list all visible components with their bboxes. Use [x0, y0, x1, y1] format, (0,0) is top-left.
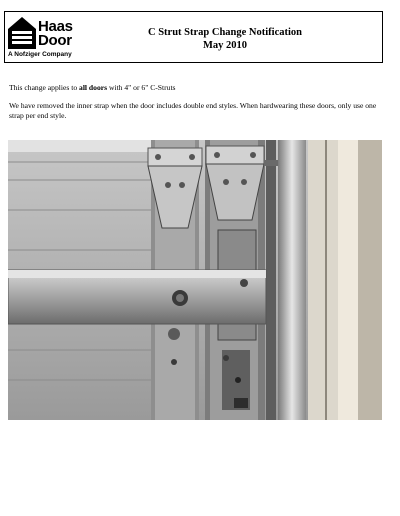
header-box	[4, 11, 383, 63]
vertical-track	[278, 140, 306, 420]
strut-hardware-photo	[8, 140, 382, 420]
title-line2: May 2010	[202, 40, 248, 51]
notice-title	[115, 26, 335, 52]
company-logo	[8, 15, 90, 61]
logo-brand	[8, 20, 90, 48]
change-description-paragraph: We have removed the inner strap when the door includes double end styles. When hardwearing these doors, only use one strap per end style.	[9, 101, 377, 120]
p1-post: with 4" or 6" C-Struts	[107, 83, 176, 92]
logo-tagline: A Nofziger Company	[8, 51, 72, 58]
p1-pre: This change applies to	[9, 83, 80, 92]
logo-brand-line1: Haas	[38, 18, 73, 35]
title-line1: C Strut Strap Change Notification	[148, 27, 302, 38]
p1-bold: all doors	[79, 83, 108, 92]
logo-brand-line2: Door	[38, 32, 72, 49]
c-strut	[8, 270, 266, 324]
applies-to-paragraph	[9, 83, 389, 93]
photo-illustration	[8, 140, 382, 420]
